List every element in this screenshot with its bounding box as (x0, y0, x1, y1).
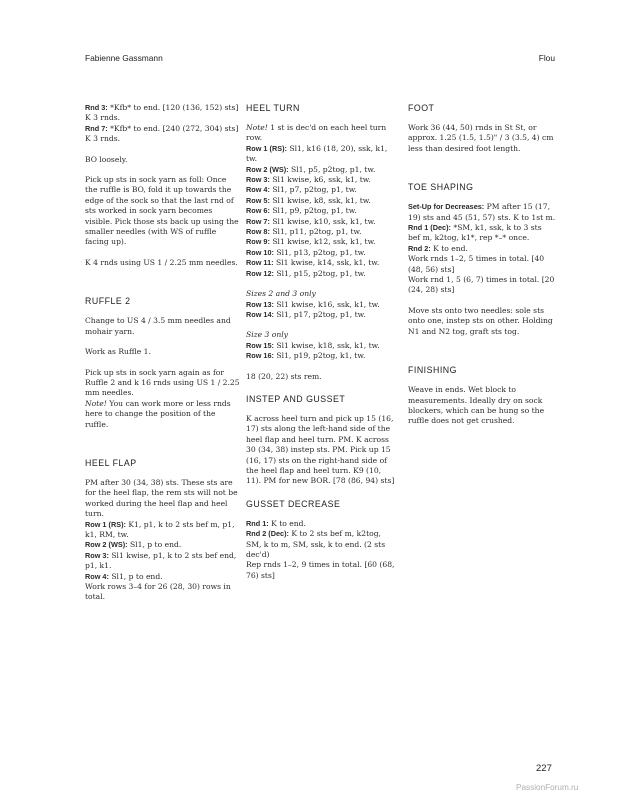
heel-turn-row (246, 185, 398, 195)
running-header-author: Fabienne Gassmann (85, 53, 163, 63)
row-text: Sl1, p5, p2tog, p1, tw. (288, 164, 376, 174)
row-label: Row 9: (246, 237, 270, 247)
toe-work-b: Work rnd 1, 5 (6, 7) times in total. [20 (24, 28) sts] (408, 275, 555, 295)
row-text: Sl1 kwise, k6, ssk, k1, tw. (269, 175, 371, 185)
rnd-7-label: Rnd 7: (85, 123, 108, 133)
row-label: Row 14: (246, 309, 274, 319)
row-label: Row 13: (246, 299, 274, 309)
foot-heading: FOOT (408, 103, 435, 113)
size-3-rows (246, 341, 398, 362)
foot-text: Work 36 (44, 50) rnds in St St, or approx. 1.25 (1.5, 1.5)" / 3 (3.5, 4) cm less than desired foot length. (408, 123, 554, 153)
finishing-heading: FINISHING (408, 365, 457, 376)
row-text: Sl1 kwise, k10, ssk, k1, tw. (269, 216, 376, 226)
heel-turn-row (246, 269, 398, 279)
row-text: Sl1 kwise, k18, ssk, k1, tw. (273, 340, 380, 350)
rnd-7-line (85, 124, 240, 134)
rnd-3-line (85, 103, 240, 113)
note-paragraph (85, 399, 240, 430)
rnd-label: Rnd 2: (408, 243, 431, 253)
row-label: Row 15: (246, 340, 274, 350)
row-text: Sl1 kwise, k8, ssk, k1, tw. (269, 195, 371, 205)
heel-turn-row (246, 227, 398, 237)
row-text: Sl1 kwise, k12, ssk, k1, tw. (269, 237, 376, 247)
column-1 (85, 103, 240, 603)
heel-turn-row (246, 341, 398, 351)
rnd-7-text: *Kfb* to end. [240 (272, 304) sts] (107, 123, 239, 133)
heel-turn-row (246, 310, 398, 320)
row-label: Row 3: (85, 550, 109, 560)
row-text: Sl1, p15, p2tog, p1, tw. (273, 268, 366, 278)
heel-turn-row (246, 300, 398, 310)
row-text: Sl1, p9, p2tog, p1, tw. (269, 206, 357, 216)
toe-rnd-1 (408, 223, 556, 244)
note-text: 1 st is dec'd on each heel turn row. (246, 123, 387, 143)
heel-turn-heading: HEEL TURN (246, 103, 300, 113)
note-text: You can work more or less rnds here to change the position of the ruffle. (85, 398, 231, 429)
setup-text: PM after 15 (17, 19) sts and 45 (51, 57) sts. K to 1st m. (408, 202, 556, 222)
k3-line-a: K 3 rnds. (85, 113, 121, 123)
row-label: Row 10: (246, 247, 274, 257)
heel-turn-rows (246, 144, 398, 279)
gusset-rnd-2 (246, 529, 398, 560)
row-label: Row 5: (246, 195, 270, 205)
row-text: Sl1, p19, p2tog, k1, tw. (273, 351, 366, 361)
change-needles: Change to US 4 / 3.5 mm needles and mohair yarn. (85, 316, 231, 336)
row-text: Sl1 kwise, k16, ssk, k1, tw. (273, 299, 380, 309)
rnd-3-text: *Kfb* to end. [120 (136, 152) sts] (107, 103, 239, 112)
heel-turn-row (246, 206, 398, 216)
heel-turn-note (246, 123, 398, 144)
row-text: Sl1, p to end. (127, 540, 182, 550)
heel-turn-row (246, 175, 398, 185)
rnd-text: *SM, k1, ssk, k to 3 sts bef m, k2tog, k1*, rep *–* once. (408, 223, 542, 243)
row-label: Row 4: (85, 571, 109, 581)
ruffle-2-heading: RUFFLE 2 (85, 296, 131, 307)
gusset-decrease-heading: GUSSET DECREASE (246, 498, 341, 509)
row-label: Row 8: (246, 227, 270, 237)
instep-gusset-heading: INSTEP AND GUSSET (246, 393, 346, 404)
sizes-2-3-label: Sizes 2 and 3 only (246, 289, 316, 299)
row-text: Sl1, p11, p2tog, p1, tw. (269, 227, 362, 237)
watermark: PassionForum.ru (516, 783, 579, 792)
row-text: Sl1, p17, p2tog, p1, tw. (273, 309, 366, 319)
sizes-2-3-rows (246, 300, 398, 321)
rnd-3-label: Rnd 3: (85, 103, 108, 112)
row-label: Row 1 (RS): (246, 143, 287, 153)
note-label: Note! (246, 123, 268, 132)
row-text: Sl1 kwise, p1, k to 2 sts bef end, p1, k1. (85, 550, 237, 571)
heel-flap-intro: PM after 30 (34, 38) sts. These sts are for the heel flap, the rem sts will not be worked during the heel flap and heel turn. (85, 477, 238, 519)
row-text: Sl1, k16 (18, 20), ssk, k1, tw. (246, 143, 388, 164)
row-label: Row 3: (246, 175, 270, 185)
heel-flap-row-3 (85, 551, 240, 572)
heel-flap-row-4 (85, 572, 240, 582)
row-text: K1, p1, k to 2 sts bef m, p1, k1, RM, tw. (85, 519, 235, 539)
rnd-text: K to end. (430, 243, 468, 253)
row-label: Row 4: (246, 185, 270, 195)
rnd-text: K to end. (268, 518, 306, 528)
rnd-text: K to 2 sts bef m, k2tog, SM, k to m, SM, ssk, k to end. (2 sts dec'd) (246, 529, 386, 559)
work-as-ruffle-1: Work as Ruffle 1. (85, 347, 151, 357)
row-text: Sl1 kwise, k14, ssk, k1, tw. (273, 258, 380, 268)
row-label: Row 2 (WS): (85, 540, 128, 550)
instep-gusset-text: K across heel turn and pick up 15 (16, 17) sts along the left-hand side of the heel flap and heel turn. PM. K across 30 (34, 38) instep sts. PM. Pick up 15 (16, 17) sts on the right-hand side of the heel flap and heel turn. K9 (10, 11). PM for new BOR. [78 (86, 94) sts] (246, 413, 395, 486)
heel-turn-row (246, 258, 398, 268)
row-label: Row 2 (WS): (246, 164, 289, 174)
toe-shaping-heading: TOE SHAPING (408, 182, 474, 193)
pickup-paragraph: Pick up sts in sock yarn as foll: Once the ruffle is BO, fold it up towards the edge of the sock so that the last rnd of sts worked in sock yarn becomes visible. Pick those sts back up using the smaller needles (with WS of ruffle facing up). (85, 175, 239, 247)
running-header-title: Flou (538, 53, 555, 63)
finishing-text: Weave in ends. Wet block to measurements. Ideally dry on sock blockers, which can be hung so the ruffle does not get crushed. (408, 385, 545, 426)
row-label: Row 12: (246, 268, 274, 278)
column-3 (408, 103, 556, 427)
row-label: Row 6: (246, 206, 270, 216)
setup-label: Set-Up for Decreases: (408, 202, 485, 212)
heel-turn-row (246, 144, 398, 165)
gusset-repeat: Rep rnds 1–2, 9 times in total. [60 (68, 76) sts] (246, 560, 395, 580)
sts-remaining: 18 (20, 22) sts rem. (246, 371, 322, 381)
row-text: Sl1, p13, p2tog, p1, tw. (273, 247, 366, 257)
heel-turn-row (246, 165, 398, 175)
heel-turn-row (246, 196, 398, 206)
page-number: 227 (536, 763, 552, 774)
row-label: Row 16: (246, 351, 274, 361)
row-label: Row 1 (RS): (85, 519, 126, 529)
heel-turn-row (246, 248, 398, 258)
pickup-paragraph-2: Pick up sts in sock yarn again as for Ruffle 2 and k 16 rnds using US 1 / 2.25 mm needles. (85, 367, 240, 398)
row-text: Sl1, p to end. (108, 571, 163, 581)
note-label: Note! (85, 398, 107, 408)
row-text: Sl1, p7, p2tog, p1, tw. (269, 185, 357, 195)
setup-decreases (408, 202, 556, 223)
row-label: Row 11: (246, 258, 274, 268)
toe-rnd-2 (408, 244, 556, 254)
toe-work-a: Work rnds 1–2, 5 times in total. [40 (48, 56) sts] (408, 254, 545, 274)
heel-turn-row (246, 217, 398, 227)
gusset-rnd-1 (246, 519, 398, 529)
column-2 (246, 103, 398, 581)
bind-off-text: BO loosely. (85, 154, 128, 164)
rnd-label: Rnd 1: (246, 518, 269, 528)
k3-line-b: K 3 rnds. (85, 134, 121, 144)
size-3-label: Size 3 only (246, 330, 288, 340)
knit-4-rounds: K 4 rnds using US 1 / 2.25 mm needles. (85, 257, 238, 267)
heel-flap-row-2 (85, 540, 240, 550)
rnd-label: Rnd 1 (Dec): (408, 223, 451, 233)
graft-text: Move sts onto two needles: sole sts onto one, instep sts on other. Holding N1 and N2 tog, graft sts tog. (408, 305, 553, 336)
row-label: Row 7: (246, 216, 270, 226)
heel-turn-row (246, 351, 398, 361)
heel-flap-row-1 (85, 520, 240, 541)
heel-flap-heading: HEEL FLAP (85, 457, 137, 468)
rnd-label: Rnd 2 (Dec): (246, 529, 289, 539)
work-rows-text: Work rows 3–4 for 26 (28, 30) rows in total. (85, 582, 231, 602)
heel-turn-row (246, 237, 398, 247)
